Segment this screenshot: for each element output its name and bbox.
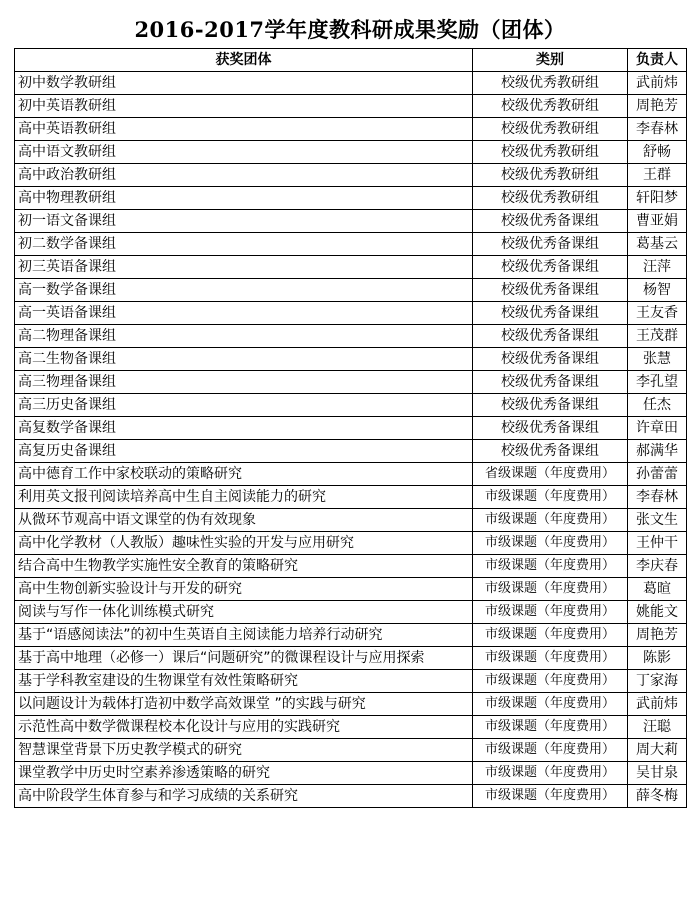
group-cell: 智慧课堂背景下历史教学模式的研究: [15, 739, 473, 762]
table-row: [15, 348, 687, 371]
person-cell: 姚能文: [628, 601, 687, 624]
person-cell: 汪萍: [628, 256, 687, 279]
table-row: [15, 670, 687, 693]
category-cell: 校级优秀教研组: [473, 187, 628, 210]
group-cell: 基于“语感阅读法”的初中生英语自主阅读能力培养行动研究: [15, 624, 473, 647]
table-row: [15, 118, 687, 141]
group-cell: 利用英文报刊阅读培养高中生自主阅读能力的研究: [15, 486, 473, 509]
category-cell: 市级课题（年度费用）: [473, 624, 628, 647]
table-row: [15, 233, 687, 256]
category-cell: 市级课题（年度费用）: [473, 739, 628, 762]
category-cell: 校级优秀备课组: [473, 440, 628, 463]
group-cell: 示范性高中数学微课程校本化设计与应用的实践研究: [15, 716, 473, 739]
group-cell: 基于高中地理（必修一）课后“问题研究”的微课程设计与应用探索: [15, 647, 473, 670]
group-cell: 高中语文教研组: [15, 141, 473, 164]
category-cell: 校级优秀教研组: [473, 95, 628, 118]
table-row: [15, 785, 687, 808]
category-cell: 校级优秀备课组: [473, 325, 628, 348]
person-cell: 武前炜: [628, 72, 687, 95]
category-cell: 市级课题（年度费用）: [473, 762, 628, 785]
table-row: [15, 279, 687, 302]
category-cell: 校级优秀备课组: [473, 302, 628, 325]
person-cell: 张文生: [628, 509, 687, 532]
category-cell: 校级优秀教研组: [473, 118, 628, 141]
group-cell: 高中阶段学生体育参与和学习成绩的关系研究: [15, 785, 473, 808]
person-cell: 轩阳梦: [628, 187, 687, 210]
person-cell: 李庆春: [628, 555, 687, 578]
person-cell: 任杰: [628, 394, 687, 417]
table-row: [15, 325, 687, 348]
header-person: 负责人: [628, 49, 687, 72]
person-cell: 王群: [628, 164, 687, 187]
person-cell: 丁家海: [628, 670, 687, 693]
table-row: [15, 95, 687, 118]
person-cell: 杨智: [628, 279, 687, 302]
category-cell: 校级优秀备课组: [473, 348, 628, 371]
category-cell: 校级优秀教研组: [473, 141, 628, 164]
table-row: [15, 187, 687, 210]
category-cell: 校级优秀备课组: [473, 417, 628, 440]
person-cell: 郝满华: [628, 440, 687, 463]
group-cell: 基于学科教室建设的生物课堂有效性策略研究: [15, 670, 473, 693]
table-row: [15, 302, 687, 325]
person-cell: 曹亚娟: [628, 210, 687, 233]
header-category: 类别: [473, 49, 628, 72]
person-cell: 汪聪: [628, 716, 687, 739]
awards-table: [14, 48, 687, 808]
group-cell: 高中化学教材（人教版）趣味性实验的开发与应用研究: [15, 532, 473, 555]
group-cell: 高二生物备课组: [15, 348, 473, 371]
group-cell: 初三英语备课组: [15, 256, 473, 279]
category-cell: 校级优秀备课组: [473, 371, 628, 394]
category-cell: 省级课题（年度费用）: [473, 463, 628, 486]
group-cell: 结合高中生物教学实施性安全教育的策略研究: [15, 555, 473, 578]
group-cell: 初中数学教研组: [15, 72, 473, 95]
person-cell: 薛冬梅: [628, 785, 687, 808]
person-cell: 周艳芳: [628, 624, 687, 647]
group-cell: 阅读与写作一体化训练模式研究: [15, 601, 473, 624]
person-cell: 周大莉: [628, 739, 687, 762]
group-cell: 高中政治教研组: [15, 164, 473, 187]
person-cell: 王茂群: [628, 325, 687, 348]
category-cell: 校级优秀备课组: [473, 210, 628, 233]
person-cell: 葛基云: [628, 233, 687, 256]
table-row: [15, 624, 687, 647]
group-cell: 高一英语备课组: [15, 302, 473, 325]
person-cell: 王友香: [628, 302, 687, 325]
person-cell: 李春林: [628, 118, 687, 141]
table-body: [15, 72, 687, 808]
table-row: [15, 509, 687, 532]
category-cell: 校级优秀备课组: [473, 233, 628, 256]
table-row: [15, 555, 687, 578]
table-header-row: [15, 49, 687, 72]
group-cell: 高一数学备课组: [15, 279, 473, 302]
group-cell: 高三历史备课组: [15, 394, 473, 417]
table-row: [15, 486, 687, 509]
person-cell: 周艳芳: [628, 95, 687, 118]
group-cell: 从微环节观高中语文课堂的伪有效现象: [15, 509, 473, 532]
category-cell: 市级课题（年度费用）: [473, 647, 628, 670]
table-row: [15, 716, 687, 739]
group-cell: 高复历史备课组: [15, 440, 473, 463]
category-cell: 市级课题（年度费用）: [473, 555, 628, 578]
table-row: [15, 141, 687, 164]
table-row: [15, 532, 687, 555]
group-cell: 高中英语教研组: [15, 118, 473, 141]
person-cell: 舒畅: [628, 141, 687, 164]
category-cell: 市级课题（年度费用）: [473, 532, 628, 555]
category-cell: 校级优秀教研组: [473, 164, 628, 187]
category-cell: 市级课题（年度费用）: [473, 486, 628, 509]
group-cell: 课堂教学中历史时空素养渗透策略的研究: [15, 762, 473, 785]
table-row: [15, 394, 687, 417]
table-row: [15, 210, 687, 233]
table-row: [15, 578, 687, 601]
person-cell: 李春林: [628, 486, 687, 509]
group-cell: 初中英语教研组: [15, 95, 473, 118]
group-cell: 高复数学备课组: [15, 417, 473, 440]
category-cell: 校级优秀备课组: [473, 394, 628, 417]
category-cell: 市级课题（年度费用）: [473, 716, 628, 739]
group-cell: 高中生物创新实验设计与开发的研究: [15, 578, 473, 601]
table-row: [15, 256, 687, 279]
table-row: [15, 417, 687, 440]
table-row: [15, 371, 687, 394]
person-cell: 张慧: [628, 348, 687, 371]
person-cell: 李孔望: [628, 371, 687, 394]
person-cell: 吴甘泉: [628, 762, 687, 785]
group-cell: 高中德育工作中家校联动的策略研究: [15, 463, 473, 486]
person-cell: 陈影: [628, 647, 687, 670]
category-cell: 校级优秀备课组: [473, 279, 628, 302]
person-cell: 葛暄: [628, 578, 687, 601]
table-row: [15, 463, 687, 486]
category-cell: 市级课题（年度费用）: [473, 693, 628, 716]
table-row: [15, 762, 687, 785]
table-row: [15, 601, 687, 624]
person-cell: 许章田: [628, 417, 687, 440]
header-group: 获奖团体: [15, 49, 473, 72]
person-cell: 孙蕾蕾: [628, 463, 687, 486]
table-row: [15, 440, 687, 463]
person-cell: 王仲干: [628, 532, 687, 555]
category-cell: 市级课题（年度费用）: [473, 670, 628, 693]
group-cell: 初一语文备课组: [15, 210, 473, 233]
category-cell: 市级课题（年度费用）: [473, 785, 628, 808]
category-cell: 市级课题（年度费用）: [473, 509, 628, 532]
page-title: 2016-2017学年度教科研成果奖励（团体）: [134, 17, 566, 42]
category-cell: 市级课题（年度费用）: [473, 578, 628, 601]
group-cell: 高三物理备课组: [15, 371, 473, 394]
person-cell: 武前炜: [628, 693, 687, 716]
group-cell: 以问题设计为载体打造初中数学高效课堂 ”的实践与研究: [15, 693, 473, 716]
table-row: [15, 164, 687, 187]
group-cell: 高二物理备课组: [15, 325, 473, 348]
table-row: [15, 647, 687, 670]
table-row: [15, 693, 687, 716]
category-cell: 校级优秀教研组: [473, 72, 628, 95]
group-cell: 高中物理教研组: [15, 187, 473, 210]
table-row: [15, 72, 687, 95]
table-row: [15, 739, 687, 762]
category-cell: 校级优秀备课组: [473, 256, 628, 279]
group-cell: 初二数学备课组: [15, 233, 473, 256]
category-cell: 市级课题（年度费用）: [473, 601, 628, 624]
